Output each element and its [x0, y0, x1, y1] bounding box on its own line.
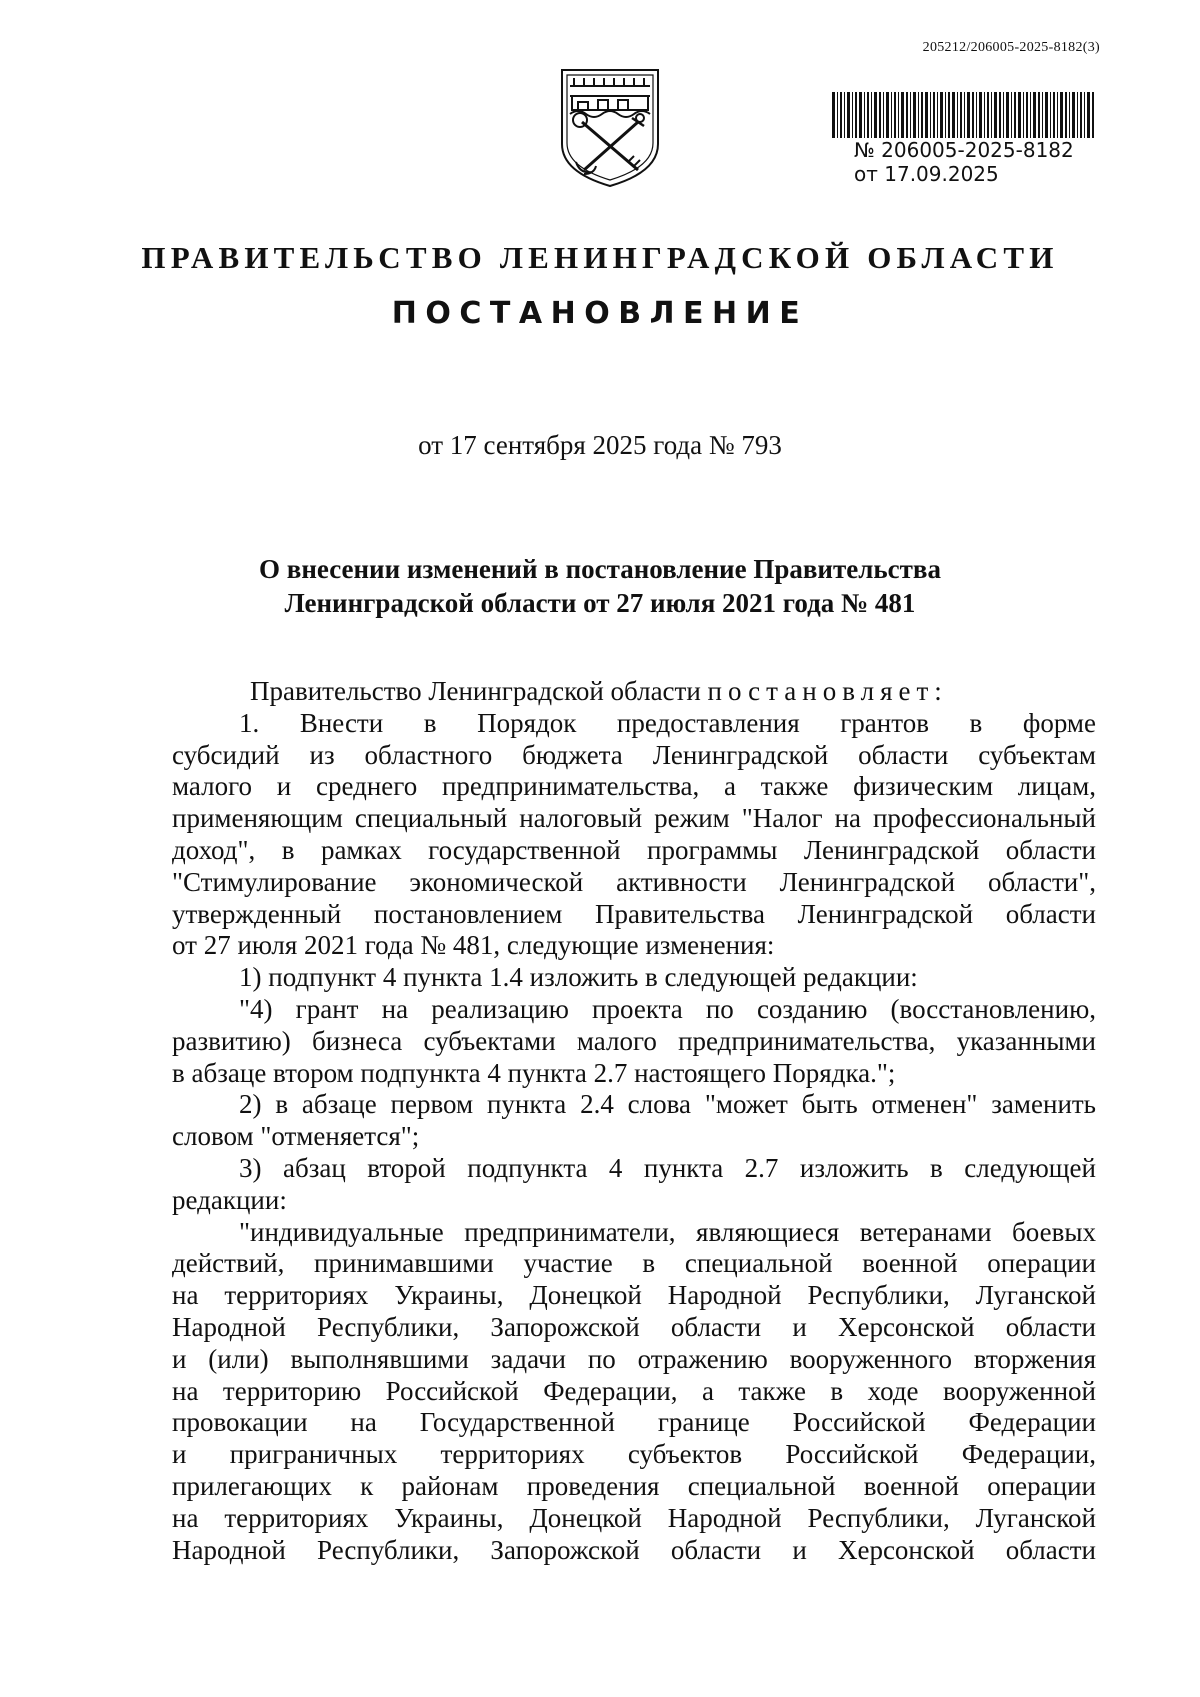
document-body: [172, 676, 1096, 1566]
body-line: 3) абзац второй подпункта 4 пункта 2.7 изложить в следующей: [239, 1152, 1096, 1183]
body-line: и приграничных территориях субъектов Российской Федерации,: [172, 1439, 1096, 1470]
body-line: провокации на Государственной границе Российской Федерации: [172, 1407, 1096, 1438]
body-line: и (или) выполнявшими задачи по отражению вооруженного вторжения: [172, 1343, 1096, 1374]
subject-line: О внесении изменений в постановление Правительства: [259, 554, 941, 584]
body-line: в абзаце втором подпункта 4 пункта 2.7 настоящего Порядка.";: [172, 1057, 896, 1088]
body-line: Народной Республики, Запорожской области и Херсонской области: [172, 1311, 1096, 1342]
body-line: действий, принимавшими участие в специальной военной операции: [172, 1248, 1096, 1279]
subject-line: Ленинградской области от 27 июля 2021 года № 481: [284, 588, 916, 618]
body-line: на территорию Российской Федерации, а также в ходе вооруженной: [172, 1375, 1096, 1406]
body-line: малого и среднего предпринимательства, а также физическим лицам,: [172, 771, 1096, 802]
body-line: "индивидуальные предприниматели, являющиеся ветеранами боевых: [239, 1216, 1096, 1247]
document-subject: [0, 552, 1200, 620]
leningrad-oblast-coat-of-arms-icon: [558, 66, 662, 190]
intro-prefix: Правительство Ленинградской области: [250, 676, 708, 706]
body-line: прилегающих к районам проведения специальной военной операции: [172, 1470, 1096, 1501]
body-line: Народной Республики, Запорожской области и Херсонской области: [172, 1534, 1096, 1565]
body-line: 1. Внести в Порядок предоставления грантов в форме: [239, 707, 1096, 738]
body-line: доход", в рамках государственной программы Ленинградской области: [172, 834, 1096, 865]
body-line: "Стимулирование экономической активности Ленинградской области",: [172, 866, 1096, 897]
registration-date: от 17.09.2025: [854, 162, 999, 186]
body-line: от 27 июля 2021 года № 481, следующие изменения:: [172, 930, 775, 961]
body-line: на территориях Украины, Донецкой Народной Республики, Луганской: [172, 1280, 1096, 1311]
registration-number: № 206005-2025-8182: [854, 138, 1074, 162]
barcode-icon: [832, 92, 1094, 138]
body-line: 2) в абзаце первом пункта 2.4 слова "может быть отменен" заменить: [239, 1089, 1096, 1120]
reference-code: 205212/206005-2025-8182(3): [922, 40, 1100, 55]
body-line: развитию) бизнеса субъектами малого предпринимательства, указанными: [172, 1025, 1096, 1056]
intro-resolves: постановляет:: [707, 676, 948, 706]
body-line: 1) подпункт 4 пункта 1.4 изложить в следующей редакции:: [239, 962, 918, 993]
body-line: субсидий из областного бюджета Ленинградской области субъектам: [172, 739, 1096, 770]
body-line: на территориях Украины, Донецкой Народной Республики, Луганской: [172, 1502, 1096, 1533]
body-line: "4) грант на реализацию проекта по созданию (восстановлению,: [239, 993, 1096, 1024]
intro-line: [172, 676, 1096, 708]
registration-block: [832, 92, 1094, 186]
body-line: утвержденный постановлением Правительства Ленинградской области: [172, 898, 1096, 929]
body-line: применяющим специальный налоговый режим "Налог на профессиональный: [172, 803, 1096, 834]
government-title: ПРАВИТЕЛЬСТВО ЛЕНИНГРАДСКОЙ ОБЛАСТИ: [141, 240, 1059, 275]
body-line: словом "отменяется";: [172, 1121, 420, 1152]
document-type: ПОСТАНОВЛЕНИЕ: [391, 296, 809, 331]
document-date-number: от 17 сентября 2025 года № 793: [418, 430, 782, 460]
body-line: редакции:: [172, 1184, 287, 1215]
